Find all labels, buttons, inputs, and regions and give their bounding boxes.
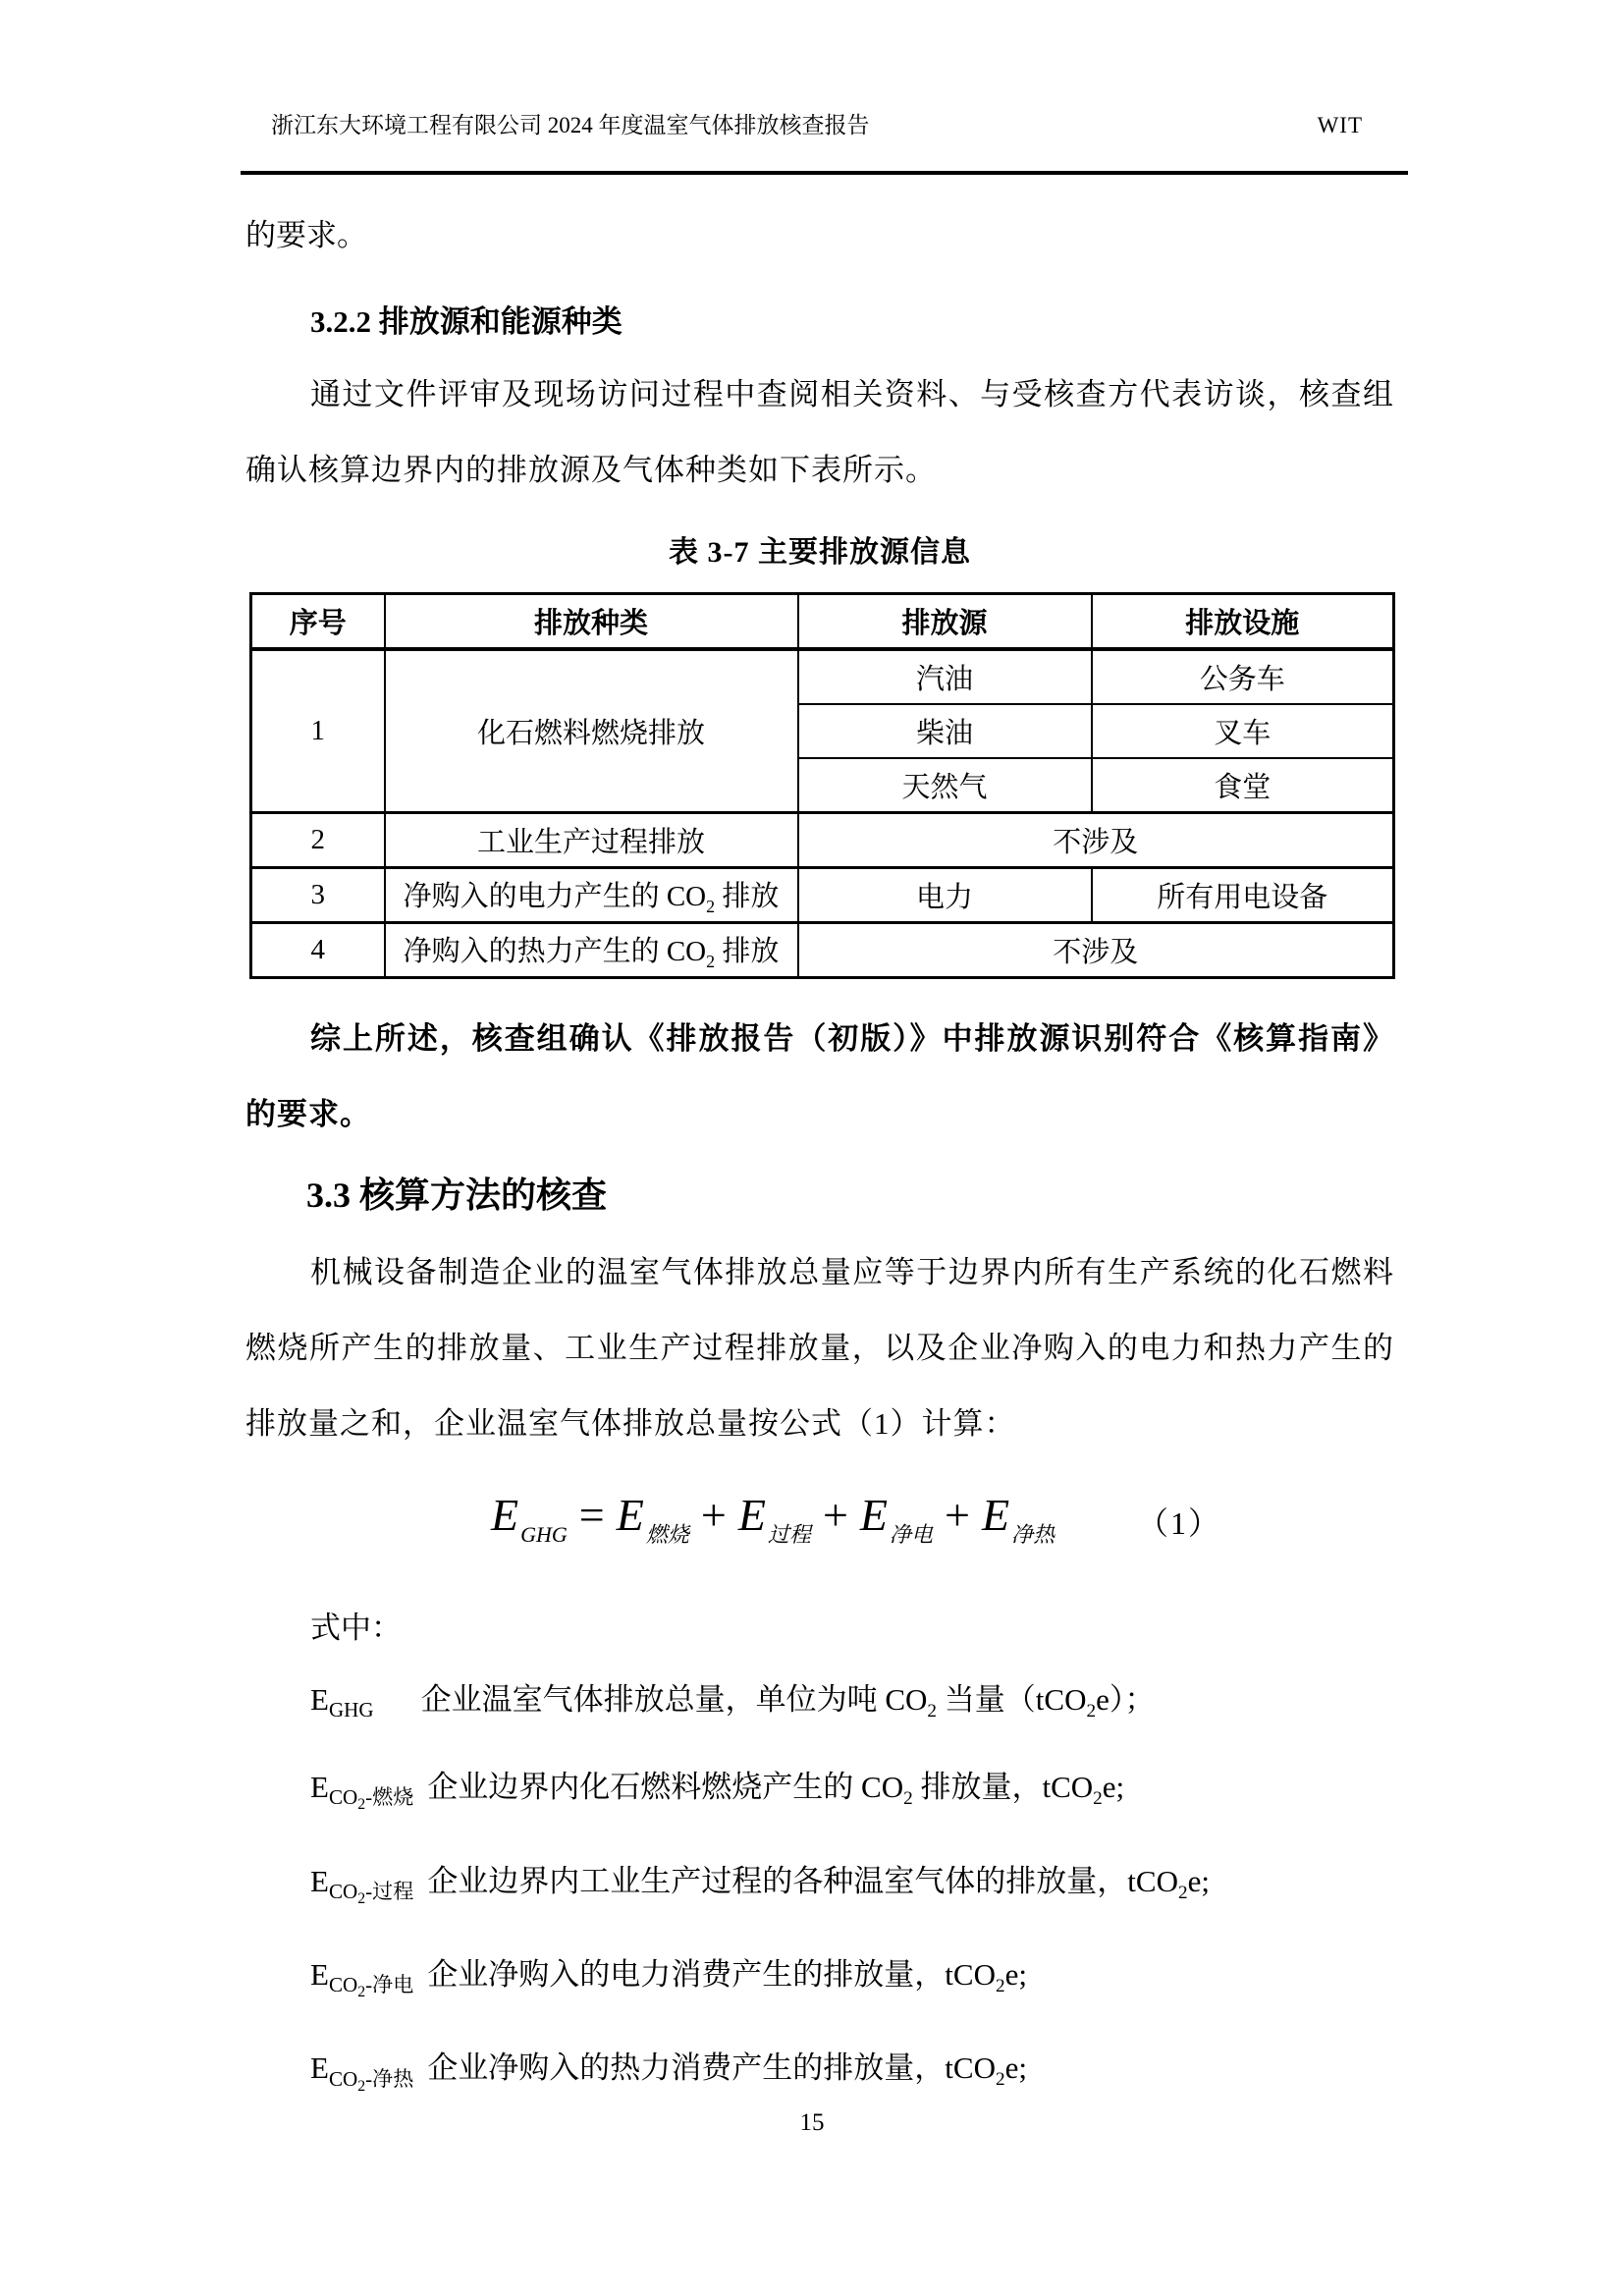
- definition-symbol: $E_{GHG}$: [310, 1682, 374, 1722]
- table-header-cell: 排放设施: [1092, 594, 1394, 650]
- table-cell: 公务车: [1092, 649, 1394, 704]
- table-header-cell: 排放种类: [385, 594, 798, 650]
- header-title: 浙江东大环境工程有限公司 2024 年度温室气体排放核查报告: [271, 113, 870, 137]
- table-cell: 叉车: [1092, 704, 1394, 758]
- table-cell: 净购入的电力产生的 $CO_2$ 排放: [385, 868, 798, 923]
- equals-sign: =: [578, 1490, 605, 1540]
- table-cell: 化石燃料燃烧排放: [385, 649, 798, 813]
- definition-line: [245, 1749, 1394, 1842]
- formula-variable: $E_{过程}$: [737, 1490, 811, 1547]
- table-cell: 汽油: [798, 649, 1092, 704]
- formula-variable: $E_{净电}$: [859, 1490, 934, 1547]
- section-3-3-heading: 3.3 核算方法的核查: [306, 1175, 608, 1215]
- definition-text: 企业边界内工业生产过程的各种温室气体的排放量，tCO$_2$e;: [427, 1863, 1210, 1903]
- table-row: [251, 923, 1394, 978]
- plus-sign: +: [700, 1490, 727, 1540]
- definitions: [245, 1662, 1394, 2124]
- section-3-3-paragraph: 机械设备制造企业的温室气体排放总量应等于边界内所有生产系统的化石燃料燃烧所产生的排放量、工业生产过程排放量，以及企业净购入的电力和热力产生的排放量之和，企业温室气体排放总量按公式（1）计算：: [245, 1255, 1394, 1441]
- conclusion-paragraph: 综上所述，核查组确认《排放报告（初版）》中排放源识别符合《核算指南》的要求。: [245, 1021, 1394, 1131]
- header-logo-text: WIT: [1317, 113, 1363, 137]
- formula-variable: $E_{燃烧}$: [616, 1490, 689, 1547]
- plus-sign: +: [822, 1490, 848, 1540]
- table-cell: 所有用电设备: [1092, 868, 1394, 923]
- definition-text: 企业温室气体排放总量，单位为吨 $CO_2$ 当量（tCO$_2$e）；: [420, 1682, 1156, 1722]
- table-row: [251, 813, 1394, 868]
- definition-line: [245, 1937, 1394, 2030]
- table-cell: 天然气: [798, 758, 1092, 813]
- table-row: [251, 868, 1394, 923]
- table-cell: 工业生产过程排放: [385, 813, 798, 868]
- table-cell: 不涉及: [798, 813, 1394, 868]
- table-cell: 净购入的热力产生的 $CO_2$ 排放: [385, 923, 798, 978]
- definition-symbol: $E_{CO_2-燃烧}$: [310, 1770, 414, 1814]
- definition-symbol: $E_{CO_2-净热}$: [310, 2050, 414, 2095]
- where-label: 式中：: [310, 1611, 402, 1645]
- table-3-7-title: 表 3-7 主要排放源信息: [669, 536, 971, 569]
- definition-text: 企业净购入的电力消费产生的排放量，tCO$_2$e;: [427, 1956, 1027, 1997]
- definition-symbol: $E_{CO_2-净电}$: [310, 1956, 414, 2001]
- table-row: [251, 649, 1394, 704]
- table-header-row: [251, 594, 1394, 650]
- formula-variable: $E_{净热}$: [981, 1490, 1056, 1547]
- page-number: 15: [799, 2109, 825, 2136]
- formula-variable: $E_{GHG}$: [491, 1490, 568, 1547]
- definition-text: 企业净购入的热力消费产生的排放量，tCO$_2$e;: [427, 2050, 1027, 2091]
- section-3-2-2-paragraph: 通过文件评审及现场访问过程中查阅相关资料、与受核查方代表访谈，核查组确认核算边界内的排放源及气体种类如下表所示。: [245, 377, 1394, 487]
- definition-symbol: $E_{CO_2-过程}$: [310, 1863, 414, 1907]
- definition-text: 企业边界内化石燃料燃烧产生的 $CO_2$ 排放量，tCO$_2$e;: [427, 1770, 1125, 1810]
- plus-sign: +: [945, 1490, 970, 1540]
- definition-line: [245, 1843, 1394, 1937]
- formula-number: （1）: [1137, 1505, 1222, 1541]
- table-cell: 柴油: [798, 704, 1092, 758]
- table-header-cell: 序号: [251, 594, 385, 650]
- table-cell: 不涉及: [798, 923, 1394, 978]
- table-cell: 1: [251, 649, 385, 813]
- page-content: [245, 0, 1394, 2124]
- table-cell: 4: [251, 923, 385, 978]
- table-cell: 3: [251, 868, 385, 923]
- emission-source-table: [249, 592, 1395, 979]
- formula-row: [245, 1489, 1394, 1567]
- section-3-2-2-heading: 3.2.2 排放源和能源种类: [310, 304, 623, 339]
- formula-expression: [491, 1489, 1055, 1549]
- table-cell: 2: [251, 813, 385, 868]
- table-cell: 电力: [798, 868, 1092, 923]
- table-header-cell: 排放源: [798, 594, 1092, 650]
- definition-line: [245, 1662, 1394, 1749]
- carryover-text: 的要求。: [245, 218, 367, 252]
- table-cell: 食堂: [1092, 758, 1394, 813]
